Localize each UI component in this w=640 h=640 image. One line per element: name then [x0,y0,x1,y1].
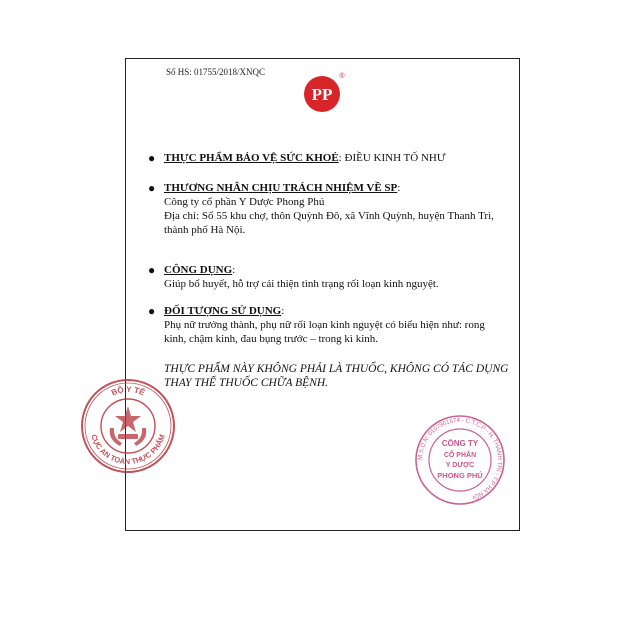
section-title-suffix: : [281,305,285,317]
bullet-icon: ● [148,304,156,318]
company-seal-icon [414,414,506,506]
svg-text:CỤC AN TOÀN THỰC PHẨM: CỤC AN TOÀN THỰC PHẨM [89,433,167,467]
bullet-icon: ● [148,181,156,195]
bullet-icon: ● [148,151,156,165]
section-responsible-trader [148,181,503,237]
section-title-suffix: : [232,264,236,276]
company-logo [301,69,347,115]
section-title: CÔNG DỤNG [164,264,233,276]
section-title-suffix: : [397,182,401,194]
target-users-text: Phụ nữ trưởng thành, phụ nữ rối loạn kinh nguyệt có biểu hiện như: rong kinh, chậm kinh, đau bụng trước – trong kì kinh. [164,319,485,345]
seal-line-2: CỔ PHẦN [443,452,477,459]
warning-text: THỰC PHẨM NÀY KHÔNG PHẢI LÀ THUỐC, KHÔNG CÓ TÁC DỤNG THAY THẾ THUỐC CHỮA BỆNH. [164,363,509,389]
registered-mark: ® [339,73,345,80]
company-address: Địa chỉ: Số 55 khu chợ, thôn Quỳnh Đô, xã Vĩnh Quỳnh, huyện Thanh Trì, thành phố Hà Nội. [164,210,494,236]
logo-letters: PP [311,85,333,104]
seal-line-3: Y DƯỢC [445,462,475,469]
section-target-users [148,304,503,346]
section-title-suffix: : ĐIỀU KINH TỐ NHƯ [338,152,446,164]
section-title: ĐỐI TƯỢNG SỬ DỤNG [164,305,282,317]
uses-text: Giúp bổ huyết, hỗ trợ cải thiện tình trạng rối loạn kinh nguyệt. [164,278,439,290]
svg-text:M.S.D.N: 0107901674 - C.T.C.P: M.S.D.N: 0107901674 - C.T.C.P - H. THANH TRÌ - T.P HÀ NỘI [417,417,503,500]
section-product [148,151,503,165]
seal-line-4: PHONG PHÚ [437,471,483,480]
section-title: THỰC PHẨM BẢO VỆ SỨC KHOẺ [164,152,339,164]
company-name: Công ty cổ phần Y Dược Phong Phú [164,196,325,208]
seal-line-1: CÔNG TY [441,439,479,448]
bullet-icon: ● [148,263,156,277]
hs-number: Số HS: 01755/2018/XNQC [166,67,266,77]
section-title: THƯƠNG NHÂN CHỊU TRÁCH NHIỆM VỀ SP [164,182,398,194]
svg-text:BỘ Y TẾ: BỘ Y TẾ [110,384,147,398]
food-safety-stamp-icon [80,378,176,474]
section-uses [148,263,503,291]
